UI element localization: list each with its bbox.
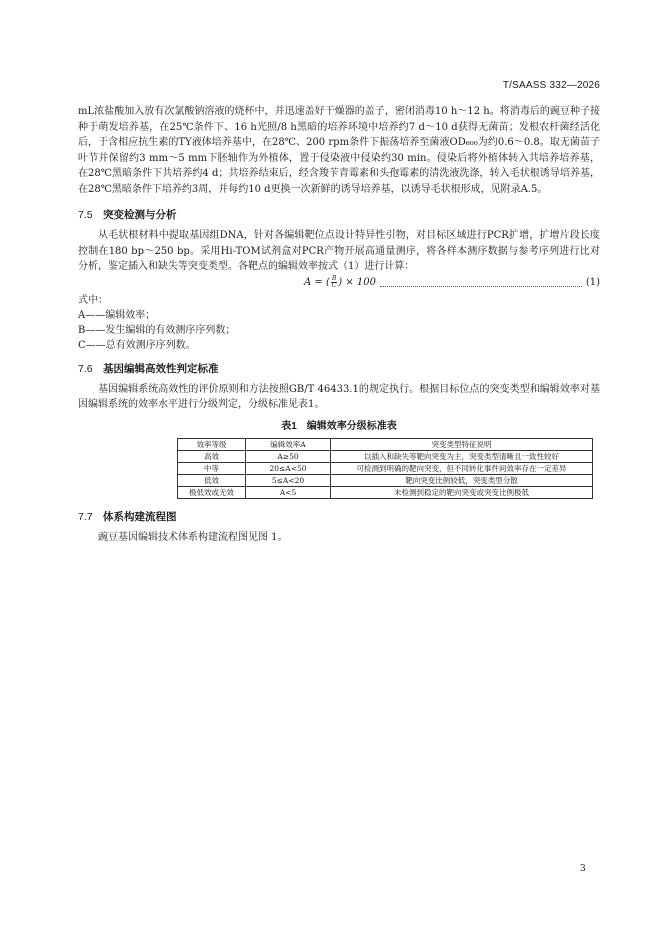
intro-paragraph: mL浓盐酸加入放有次氯酸钠溶液的烧杯中，并迅速盖好干燥器的盖子，密闭消毒10 h～12 h。将消毒后的豌豆种子接种于萌发培养基，在25℃条件下、16 h光照/8 h黑暗的培养环境中培养约7 d～10 d获得无菌苗；发根农杆菌经活化后，于含相应抗生素的TY液体培养基中，在28℃、200 rpm条件下振荡培养至菌液OD₆₀₀为约0.6～0.8。取无菌苗子叶节并保留约3 mm～5 mm下胚轴作为外植体，置于侵染液中侵染约30 min。侵染后将外植体转入共培养培养基，在28℃黑暗条件下共培养约4 d；共培养结束后，经含羧苄青霉素和头孢霉素的清洗液洗涤，转入毛状根诱导培养基，在28℃黑暗条件下培养约3周，并每约10 d更换一次新鲜的诱导培养基，以诱导毛状根形成，见附录A.5。: [78, 106, 600, 195]
section-7-6-heading: [78, 361, 600, 376]
formula-expression: [304, 276, 376, 289]
formula-rhs: ) × 100: [338, 277, 377, 288]
table-caption: 表1 编辑效率分级标准表: [281, 420, 397, 432]
section-title: 基因编辑高效性判定标准: [103, 362, 219, 375]
table-row: [178, 474, 593, 486]
document-code: T/SAASS 332—2026: [502, 80, 600, 91]
section-7-5-heading: [78, 207, 600, 222]
table-header-cell: 突变类型特征说明: [331, 438, 593, 450]
section-number: 7.6: [78, 362, 93, 375]
formula-denominator: C: [331, 282, 337, 289]
table-cell: A<5: [246, 486, 331, 498]
section-7-7-heading: [78, 509, 600, 524]
definition-line: C——总有效测序序列数。: [78, 339, 196, 351]
table-header-row: [178, 438, 593, 450]
section-7-6-paragraph: 基因编辑系统高效性的评价原则和方法按照GB/T 46433.1的规定执行。根据目标位点的突变类型和编辑效率对基因编辑系统的效率水平进行分级判定，分级标准见表1。: [78, 383, 600, 410]
table-cell: A≥50: [246, 450, 331, 462]
table-cell: 可检测到明确的靶向突变，但不同转化事件间效率存在一定差异: [331, 462, 593, 474]
table-header-cell: 编辑效率A: [246, 438, 331, 450]
page-body: [78, 104, 600, 545]
table-cell: 中等: [178, 462, 246, 474]
table-cell: 5≤A<20: [246, 474, 331, 486]
section-number: 7.7: [78, 510, 93, 523]
table-cell: 以插入和缺失等靶向突变为主，突变类型清晰且一致性较好: [331, 450, 593, 462]
formula-1: [78, 275, 600, 291]
table-cell: 低效: [178, 474, 246, 486]
equation-number: (1): [585, 277, 600, 288]
dot-leader: [380, 278, 582, 287]
table-row: [178, 462, 593, 474]
variable-definitions: [78, 293, 600, 353]
section-7-5-paragraph: 从毛状根材料中提取基因组DNA，针对各编辑靶位点设计特异性引物，对目标区域进行PCR扩增，扩增片段长度控制在180 bp～250 bp。采用Hi-TOM试剂盒对PCR产物开展高通量测序，将各样本测序数据与参考序列进行比对分析，鉴定插入和缺失等突变类型。各靶点的编辑效率按式（1）进行计算：: [78, 230, 600, 272]
section-7-7-paragraph: 豌豆基因编辑技术体系构建流程图见图 1。: [98, 531, 288, 543]
definition-line: 式中：: [78, 294, 108, 306]
section-title: 体系构建流程图: [103, 510, 177, 523]
table-cell: 极低效或无效: [178, 486, 246, 498]
formula-fraction: [331, 276, 337, 289]
page-number: 3: [580, 864, 586, 874]
table-cell: 靶向突变比例较低，突变类型分散: [331, 474, 593, 486]
table-cell: 20≤A<50: [246, 462, 331, 474]
grading-table: [177, 438, 593, 499]
definition-line: B——发生编辑的有效测序序列数；: [78, 324, 236, 336]
table-row: [178, 450, 593, 462]
table-header-cell: 效率等级: [178, 438, 246, 450]
table-row: [178, 486, 593, 498]
definition-line: A——编辑效率；: [78, 309, 156, 321]
table-cell: 未检测到稳定的靶向突变或突变比例极低: [331, 486, 593, 498]
formula-numerator: B: [331, 275, 337, 282]
formula-lhs: A = (: [304, 277, 330, 288]
section-number: 7.5: [78, 209, 93, 221]
section-title: 突变检测与分析: [103, 209, 177, 221]
table-cell: 高效: [178, 450, 246, 462]
